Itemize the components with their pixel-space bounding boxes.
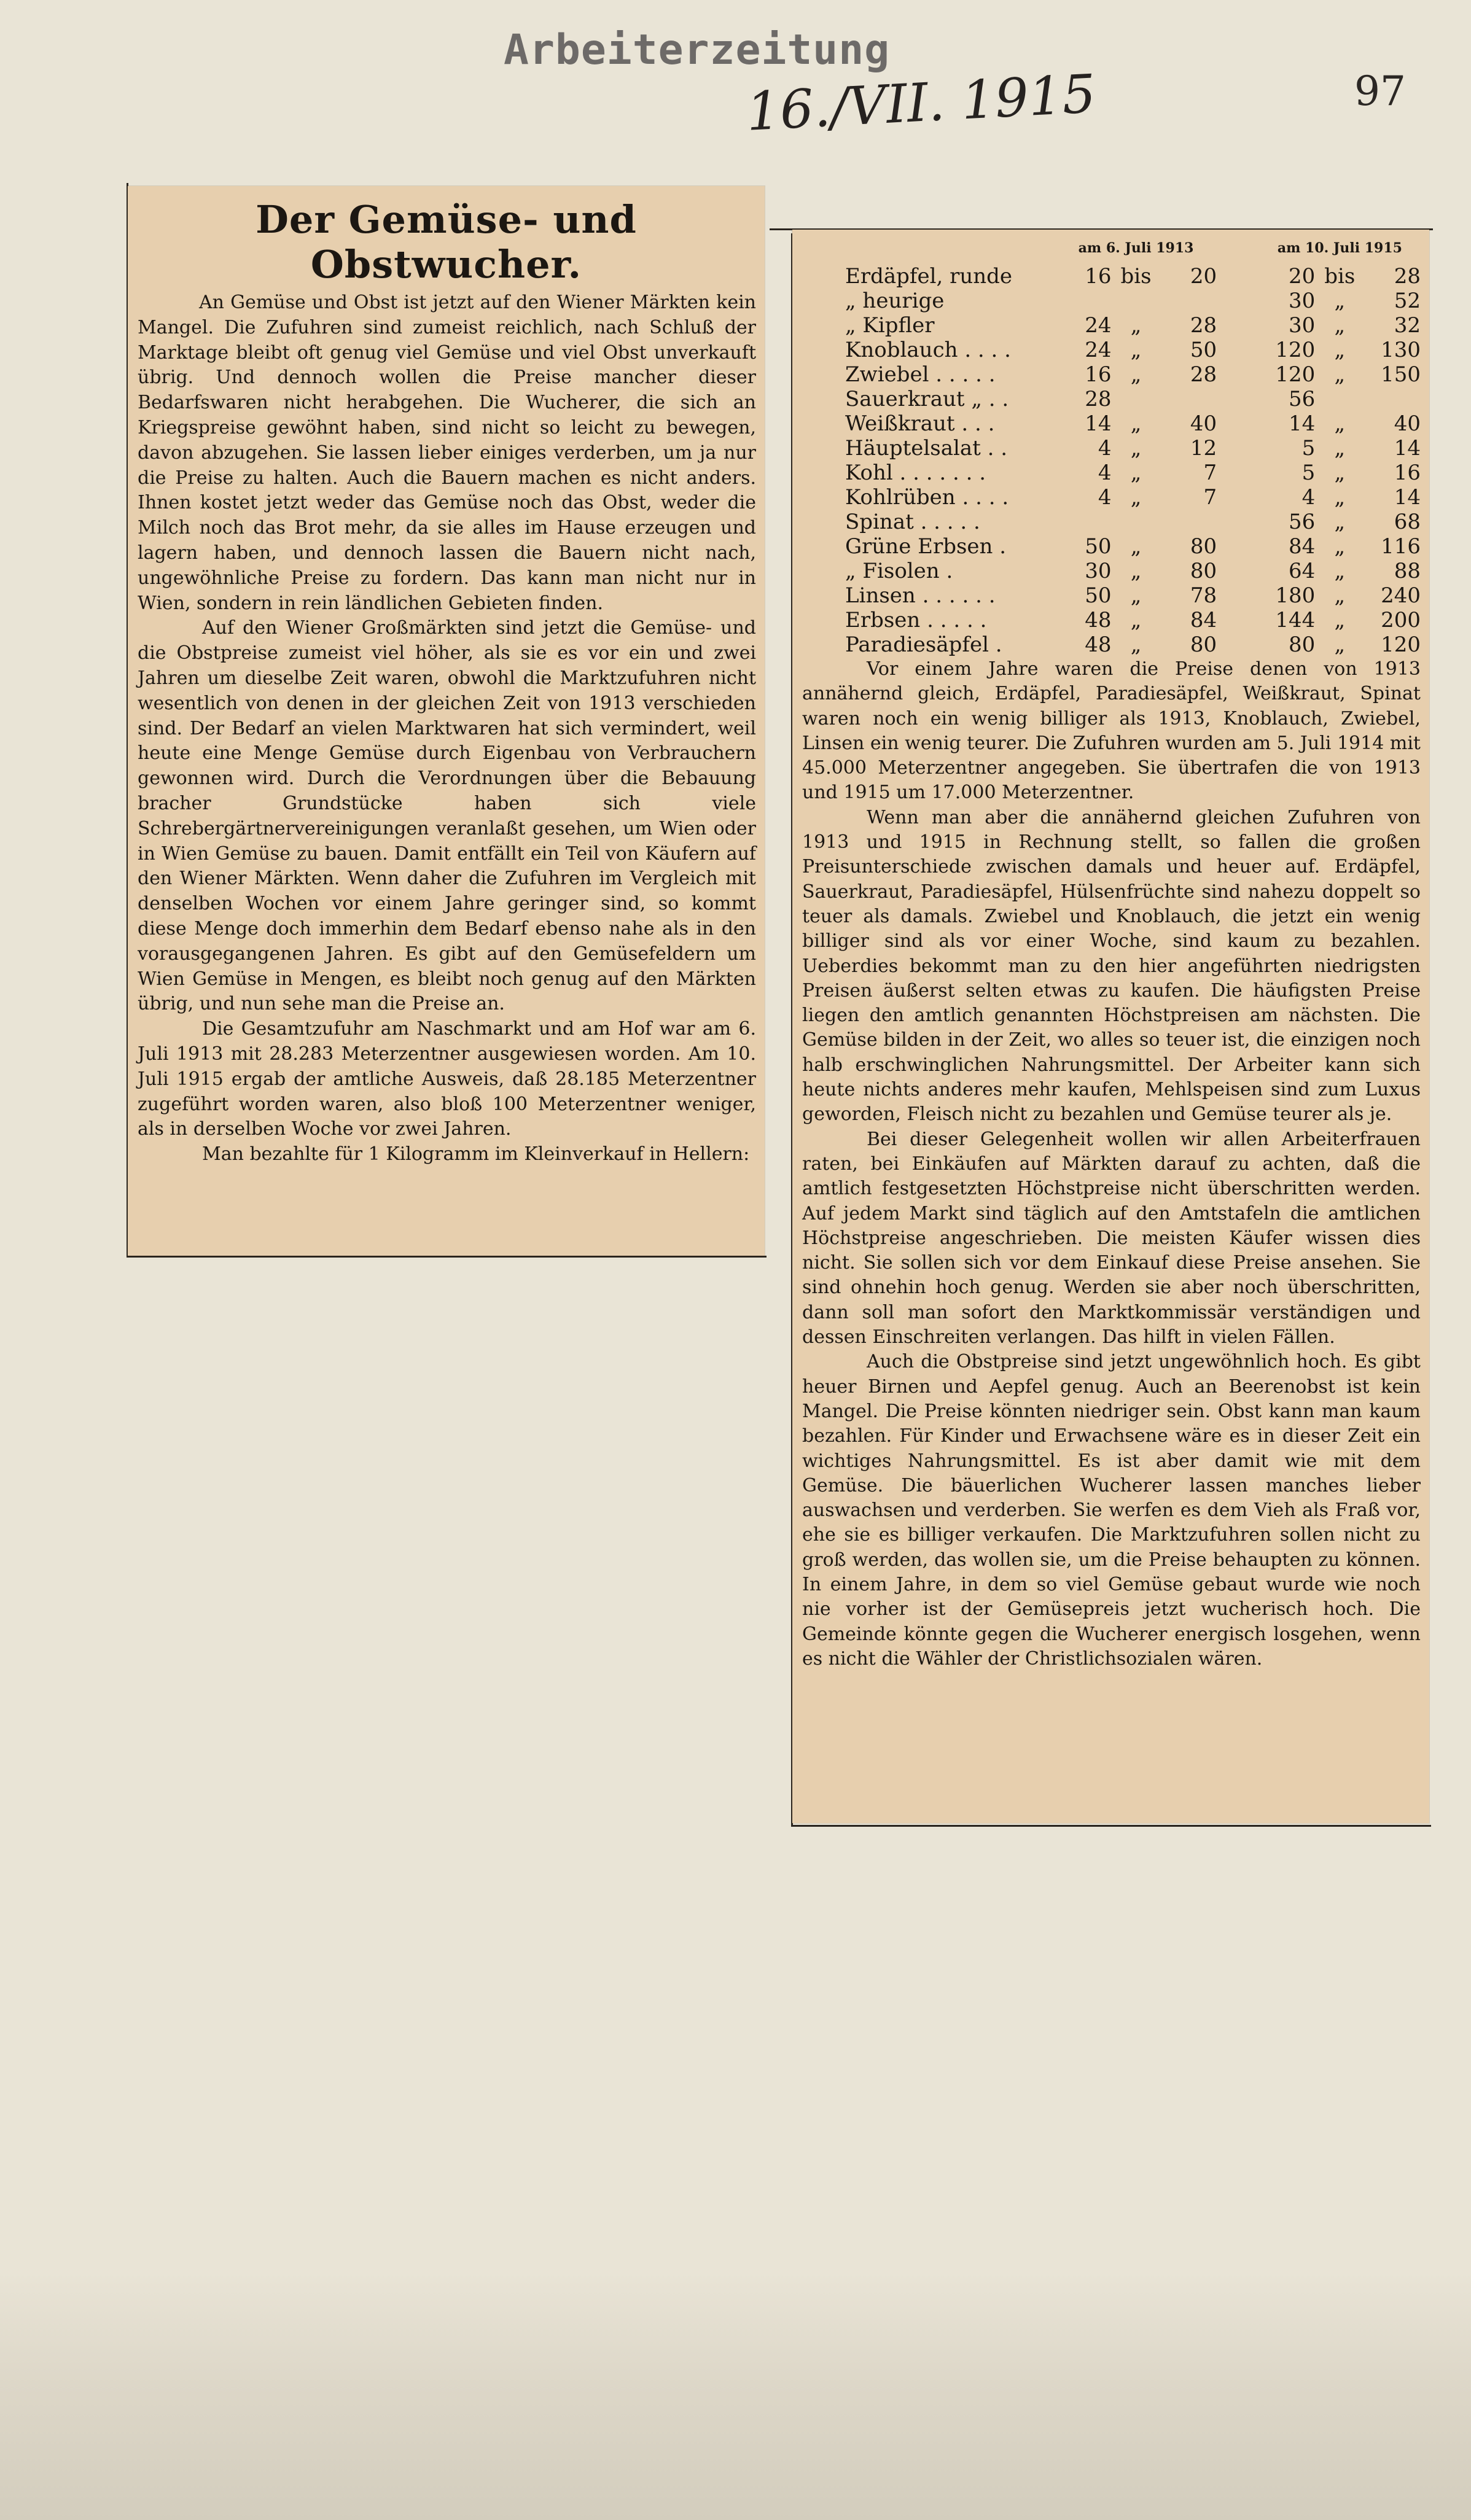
column-gap	[1217, 608, 1259, 632]
price-value: 48	[1085, 632, 1112, 657]
price-value: 40	[1190, 411, 1217, 436]
price-value: „	[1130, 608, 1142, 632]
price-value: 120	[1275, 362, 1316, 387]
price-value: 12	[1190, 436, 1217, 461]
column-gap	[1217, 510, 1259, 534]
price-table-header	[802, 236, 1421, 264]
price-value: 4	[1098, 461, 1112, 485]
price-value: 28	[1190, 362, 1217, 387]
price-value: „	[1334, 608, 1346, 632]
price-value: „	[1130, 313, 1142, 338]
column-gap	[1217, 583, 1259, 608]
column-gap	[1217, 338, 1259, 362]
price-value: „	[1334, 289, 1346, 313]
price-value: „	[1130, 559, 1142, 583]
clip-left-bottom-border	[127, 1256, 767, 1258]
price-item-name: Paradiesäpfel .	[845, 632, 1002, 657]
price-table-row	[802, 387, 1421, 411]
price-value: 7	[1203, 485, 1217, 510]
price-table-row	[802, 338, 1421, 362]
price-item-name: Erdäpfel, runde	[845, 264, 1012, 289]
price-value: 16	[1085, 264, 1112, 289]
price-value	[1364, 387, 1421, 411]
price-value: 14	[1085, 411, 1112, 436]
price-table-row	[802, 485, 1421, 510]
price-value: bis	[1324, 264, 1356, 289]
price-value: 48	[1085, 608, 1112, 632]
paragraph: An Gemüse und Obst ist jetzt auf den Wiener Märkten kein Mangel. Die Zufuhren sind zumeist reichlich, nach Schluß der Marktage bleibt oft genug viel Gemüse und viel Obst unverkauft übrig. Und dennoch wollen die Preise mancher dieser Bedarfswaren nicht herabgehen. Die Wucherer, die sich an Kriegspreise gewöhnt haben, sind nicht so leicht zu bewegen, davon abzugehen. Sie lassen lieber einiges verderben, um ja nur die Preise zu halten. Auch die Bauern machen es nicht anders. Ihnen kostet jetzt weder das Gemüse noch das Obst, weder die Milch noch das Brot mehr, da sie alles im Hause erzeugen und lagern haben, und dennoch lassen die Bauern nicht nach, ungewöhnliche Preise zu fordern. Das kann man nicht nur in Wien, sondern in rein ländlichen Gebieten finden.	[138, 292, 756, 614]
price-item-name: „ Fisolen .	[845, 559, 953, 583]
price-value: „	[1334, 583, 1346, 608]
clipping-right-column	[792, 230, 1429, 1823]
price-value: 56	[1289, 510, 1316, 534]
price-value: 16	[1085, 362, 1112, 387]
price-item-name: Linsen . . . . . .	[845, 583, 996, 608]
price-value: 52	[1394, 289, 1421, 313]
price-value: 130	[1381, 338, 1421, 362]
price-table-row	[802, 632, 1421, 657]
price-value: „	[1334, 411, 1346, 436]
price-value: 4	[1301, 485, 1316, 510]
price-value: 80	[1190, 534, 1217, 559]
column-gap	[1217, 632, 1259, 657]
price-value: 50	[1085, 583, 1112, 608]
price-value: 28	[1190, 313, 1217, 338]
price-value	[1315, 387, 1364, 411]
price-table-row	[802, 362, 1421, 387]
price-table-row	[802, 510, 1421, 534]
price-value: „	[1130, 534, 1142, 559]
price-value	[1055, 289, 1112, 313]
column-header-1913: am 6. Juli 1913	[1078, 240, 1194, 256]
page-number: 97	[1354, 68, 1406, 115]
price-value: „	[1334, 313, 1346, 338]
price-item-name: Kohl . . . . . . .	[845, 461, 986, 485]
price-value: „	[1334, 534, 1346, 559]
price-table-row	[802, 534, 1421, 559]
price-item-name: Knoblauch . . . .	[845, 338, 1011, 362]
price-value: 7	[1203, 461, 1217, 485]
paragraph: Wenn man aber die annähernd gleichen Zufuhren von 1913 und 1915 in Rechnung stellt, so fallen die großen Preisunterschiede zwischen damals und heuer auf. Erdäpfel, Sauerkraut, Paradiesäpfel, Hülsenfrüchte sind nahezu doppelt so teuer als damals. Zwiebel und Knoblauch, die jetzt ein wenig billiger sind als vor einer Woche, sind kaum zu bezahlen. Ueberdies bekommt man zu den hier angeführten niedrigsten Preisen äußerst selten etwas zu kaufen. Die häufigsten Preise liegen den amtlich genannten Höchstpreisen am nächsten. Die Gemüse bilden in der Zeit, wo alles so teuer ist, die einzigen noch halb erschwinglichen Nahrungsmittel. Der Arbeiter kann sich heute nichts anderes mehr kaufen, Mehlspeisen sind zum Luxus geworden, Fleisch nicht zu bezahlen und Gemüse teurer als je.	[802, 806, 1421, 1126]
handwritten-date: 16./VII. 1915	[744, 63, 1098, 143]
paragraph: Bei dieser Gelegenheit wollen wir allen Arbeiterfrauen raten, bei Einkäufen auf Märkten darauf zu achten, daß die amtlich festgesetzten Höchstpreise nicht überschritten werden. Auf jedem Markt sind täglich auf den Amtstafeln die amtlichen Höchstpreise angeschrieben. Die meisten Käufer wissen dies nicht. Sie sollen sich vor dem Einkauf diese Preise ansehen. Sie sind ohnehin hoch genug. Werden sie aber noch überschritten, dann soll man sofort den Marktkommissär verständigen und dessen Einschreiten verlangen. Das hilft in vielen Fällen.	[802, 1128, 1421, 1348]
article-headline: Der Gemüse- und Obstwucher.	[256, 197, 637, 287]
price-value: bis	[1120, 264, 1152, 289]
column-gap	[1217, 534, 1259, 559]
price-value: 14	[1394, 436, 1421, 461]
price-value: „	[1130, 338, 1142, 362]
price-value: 80	[1190, 632, 1217, 657]
price-value: 30	[1289, 313, 1316, 338]
price-value: 120	[1381, 632, 1421, 657]
price-table-row	[802, 461, 1421, 485]
right-column-text	[792, 236, 1429, 1671]
price-value: 20	[1190, 264, 1217, 289]
price-value	[1161, 510, 1217, 534]
price-value: 28	[1394, 264, 1421, 289]
price-value: 14	[1289, 411, 1316, 436]
price-value: 16	[1394, 461, 1421, 485]
price-table-row	[802, 289, 1421, 313]
price-table-row	[802, 559, 1421, 583]
price-table-row	[802, 608, 1421, 632]
price-table-row	[802, 411, 1421, 436]
left-column-text	[128, 290, 765, 1167]
price-value: 120	[1275, 338, 1316, 362]
price-value: 24	[1085, 338, 1112, 362]
price-item-name: „ heurige	[845, 289, 945, 313]
price-table-row	[802, 313, 1421, 338]
column-gap	[1217, 411, 1259, 436]
price-value: „	[1130, 362, 1142, 387]
price-item-name: Zwiebel . . . . .	[845, 362, 996, 387]
price-value: 50	[1085, 534, 1112, 559]
price-value: „	[1334, 510, 1346, 534]
column-gap	[1217, 559, 1259, 583]
column-gap	[1217, 313, 1259, 338]
price-value: 28	[1085, 387, 1112, 411]
price-value: „	[1334, 436, 1346, 461]
column-header-1915: am 10. Juli 1915	[1277, 240, 1402, 256]
price-value: 150	[1381, 362, 1421, 387]
price-table-row	[802, 436, 1421, 461]
price-value: 84	[1190, 608, 1217, 632]
price-table	[802, 236, 1421, 657]
price-item-name: Spinat . . . . .	[845, 510, 980, 534]
price-value: 40	[1394, 411, 1421, 436]
paragraph: Auf den Wiener Großmärkten sind jetzt die Gemüse- und die Obstpreise zumeist viel höher, als sie es vor ein und zwei Jahren um dieselbe Zeit waren, obwohl die Marktzufuhren nicht wesentlich von denen in der gleichen Zeit von 1913 verschieden sind. Der Bedarf an vielen Marktwaren hat sich vermindert, weil heute eine Menge Gemüse durch Eigenbau von Verbrauchern gewonnen wird. Durch die Verordnungen über die Bebauung bracher Grundstücke haben sich viele Schrebergärtnervereinigungen veranlaßt gesehen, um Wien oder in Wien Gemüse zu bauen. Damit entfällt ein Teil von Käufern auf den Wiener Märkten. Wenn daher die Zufuhren im Vergleich mit denselben Wochen vor einem Jahre geringer sind, so kommt diese Menge doch immerhin dem Bedarf ebenso nahe als in den vorausgegangenen Jahren. Es gibt auf den Gemüsefeldern um Wien Gemüse in Mengen, es bleibt noch genug auf den Märkten übrig, und nun sehe man die Preise an.	[138, 617, 756, 1015]
price-table-row	[802, 264, 1421, 289]
price-value: 80	[1190, 559, 1217, 583]
price-value: 5	[1301, 461, 1316, 485]
price-value: 68	[1394, 510, 1421, 534]
price-value: 144	[1275, 608, 1316, 632]
column-gap	[1217, 436, 1259, 461]
price-value	[1112, 387, 1161, 411]
price-value: 32	[1394, 313, 1421, 338]
price-value: 78	[1190, 583, 1217, 608]
price-value: „	[1334, 485, 1346, 510]
price-value: 56	[1289, 387, 1316, 411]
price-value: 20	[1289, 264, 1316, 289]
price-item-name: „ Kipfler	[845, 313, 935, 338]
price-value: 24	[1085, 313, 1112, 338]
price-value	[1112, 510, 1161, 534]
price-item-name: Sauerkraut „ . .	[845, 387, 1009, 411]
price-value: „	[1130, 583, 1142, 608]
column-gap	[1217, 387, 1259, 411]
price-value	[1161, 387, 1217, 411]
price-value: 80	[1289, 632, 1316, 657]
price-value: „	[1130, 485, 1142, 510]
paragraph: Vor einem Jahre waren die Preise denen von 1913 annähernd gleich, Erdäpfel, Paradiesäpfel, Weißkraut, Spinat waren noch ein wenig billiger als 1913, Knoblauch, Zwiebel, Linsen ein wenig teurer. Die Zufuhren wurden am 5. Juli 1914 mit 45.000 Meterzentner angegeben. Sie übertrafen die von 1913 und 1915 um 17.000 Meterzentner.	[802, 658, 1421, 804]
clipping-left-column	[128, 186, 765, 1256]
price-item-name: Kohlrüben . . . .	[845, 485, 1009, 510]
price-value: „	[1334, 632, 1346, 657]
paragraph: Auch die Obstpreise sind jetzt ungewöhnlich hoch. Es gibt heuer Birnen und Aepfel genug. Auch an Beerenobst ist kein Mangel. Die Preise könnten niedriger sein. Obst kann man kaum bezahlen. Für Kinder und Erwachsene wäre es in dieser Zeit ein wichtiges Nahrungsmittel. Es ist aber damit wie mit dem Gemüse. Die bäuerlichen Wucherer lassen manches lieber auswachsen und verderben. Sie werfen es dem Vieh als Fraß vor, ehe sie es billiger verkaufen. Die Marktzufuhren sollen nicht zu groß werden, das wollen sie, um die Preise behaupten zu können. In einem Jahre, in dem so viel Gemüse gebaut wurde wie noch nie vorher ist der Gemüsepreis jetzt wucherisch hoch. Die Gemeinde könnte gegen die Wucherer energisch losgehen, wenn es nicht die Wähler der Christlichsozialen wären.	[802, 1351, 1421, 1670]
newspaper-stamp: Arbeiterzeitung	[504, 26, 891, 74]
price-item-name: Erbsen . . . . .	[845, 608, 987, 632]
column-gap	[1217, 485, 1259, 510]
column-gap	[1217, 289, 1259, 313]
column-gap	[1217, 461, 1259, 485]
column-gap	[1217, 362, 1259, 387]
price-value: 200	[1381, 608, 1421, 632]
price-value: 240	[1381, 583, 1421, 608]
price-value: 116	[1381, 534, 1421, 559]
price-value: 180	[1275, 583, 1316, 608]
column-gap	[1217, 264, 1259, 289]
price-value: „	[1130, 436, 1142, 461]
price-value	[1055, 510, 1112, 534]
price-value: 30	[1289, 289, 1316, 313]
price-value	[1112, 289, 1161, 313]
price-value: 88	[1394, 559, 1421, 583]
price-table-row	[802, 583, 1421, 608]
price-value: „	[1130, 411, 1142, 436]
paragraph: Die Gesamtzufuhr am Naschmarkt und am Hof war am 6. Juli 1913 mit 28.283 Meterzentner ausgewiesen worden. Am 10. Juli 1915 ergab der amtliche Ausweis, daß 28.185 Meterzentner zugeführt worden waren, also bloß 100 Meterzentner weniger, als in derselben Woche vor zwei Jahren.	[138, 1018, 756, 1140]
price-value: 4	[1098, 436, 1112, 461]
price-item-name: Grüne Erbsen .	[845, 534, 1007, 559]
clip-right-bottom-border	[791, 1825, 1431, 1827]
price-value: „	[1334, 461, 1346, 485]
price-item-name: Weißkraut . . .	[845, 411, 995, 436]
price-value: „	[1334, 338, 1346, 362]
price-value: 84	[1289, 534, 1316, 559]
price-value: 50	[1190, 338, 1217, 362]
price-value: „	[1130, 461, 1142, 485]
page-background	[0, 2272, 1471, 2520]
price-value: 4	[1098, 485, 1112, 510]
price-value: „	[1334, 559, 1346, 583]
price-value: 5	[1301, 436, 1316, 461]
price-value: 30	[1085, 559, 1112, 583]
paragraph: Man bezahlte für 1 Kilogramm im Kleinverkauf in Hellern:	[202, 1143, 750, 1165]
price-item-name: Häuptelsalat . .	[845, 436, 1007, 461]
price-value: 14	[1394, 485, 1421, 510]
price-value: 64	[1289, 559, 1316, 583]
price-value: „	[1130, 632, 1142, 657]
price-value	[1161, 289, 1217, 313]
price-value: „	[1334, 362, 1346, 387]
